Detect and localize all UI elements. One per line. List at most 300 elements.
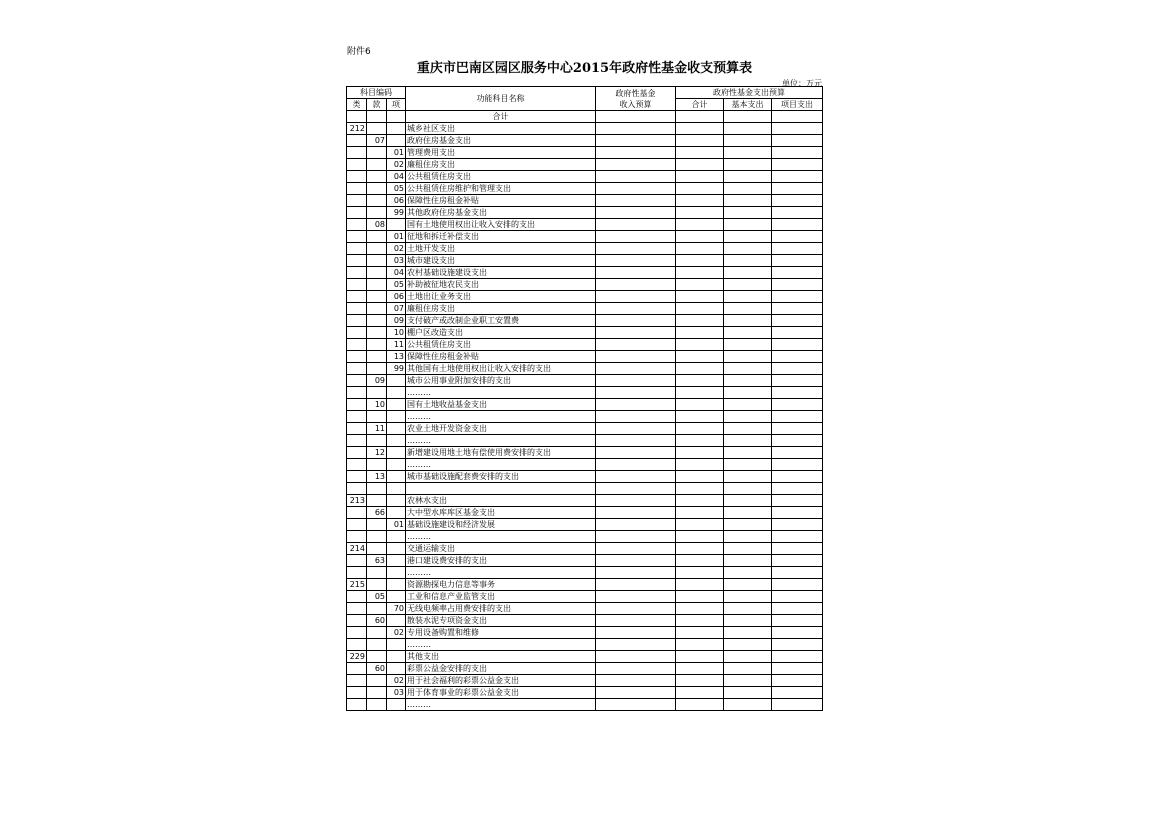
cell-expense-project	[772, 555, 823, 567]
table-row	[347, 675, 823, 687]
cell-item	[387, 123, 406, 135]
cell-section	[367, 651, 387, 663]
table-row	[347, 135, 823, 147]
cell-function-name: 交通运输支出	[406, 543, 596, 555]
table-row	[347, 687, 823, 699]
cell-category	[347, 387, 367, 399]
cell-item: 02	[387, 159, 406, 171]
cell-expense-total	[676, 279, 724, 291]
cell-item	[387, 495, 406, 507]
cell-section	[367, 531, 387, 543]
cell-expense-total	[676, 699, 724, 711]
header-income	[596, 87, 676, 111]
cell-item: 03	[387, 255, 406, 267]
cell-function-name: 土地出让业务支出	[406, 291, 596, 303]
cell-function-name: 资源勘探电力信息等事务	[406, 579, 596, 591]
cell-expense-total	[676, 411, 724, 423]
cell-function-name: 农林水支出	[406, 495, 596, 507]
cell-category	[347, 327, 367, 339]
cell-function-name: ………	[406, 699, 596, 711]
cell-function-name: 专用设备购置和维修	[406, 627, 596, 639]
cell-income	[596, 387, 676, 399]
cell-section	[367, 579, 387, 591]
cell-item	[387, 219, 406, 231]
cell-expense-total	[676, 231, 724, 243]
cell-expense-project	[772, 387, 823, 399]
cell-function-name	[406, 483, 596, 495]
cell-category	[347, 531, 367, 543]
cell-expense-basic	[724, 543, 772, 555]
cell-function-name: 政府住房基金支出	[406, 135, 596, 147]
cell-section	[367, 567, 387, 579]
cell-income	[596, 603, 676, 615]
cell-function-name: 城市建设支出	[406, 255, 596, 267]
cell-income	[596, 255, 676, 267]
cell-expense-total	[676, 351, 724, 363]
cell-expense-project	[772, 603, 823, 615]
cell-item	[387, 639, 406, 651]
cell-expense-project	[772, 159, 823, 171]
cell-category	[347, 243, 367, 255]
cell-category	[347, 411, 367, 423]
cell-expense-total	[676, 519, 724, 531]
table-body	[347, 111, 823, 711]
cell-expense-project	[772, 375, 823, 387]
cell-expense-total	[676, 135, 724, 147]
cell-item: 70	[387, 603, 406, 615]
cell-expense-project	[772, 531, 823, 543]
cell-function-name: 公共租赁住房维护和管理支出	[406, 183, 596, 195]
cell-expense-basic	[724, 231, 772, 243]
cell-function-name: 大中型水库库区基金支出	[406, 507, 596, 519]
cell-expense-total	[676, 111, 724, 123]
cell-section	[367, 183, 387, 195]
cell-expense-basic	[724, 159, 772, 171]
cell-expense-total	[676, 447, 724, 459]
cell-expense-project	[772, 543, 823, 555]
cell-expense-total	[676, 567, 724, 579]
cell-expense-total	[676, 267, 724, 279]
cell-section	[367, 147, 387, 159]
cell-category: 212	[347, 123, 367, 135]
cell-expense-basic	[724, 291, 772, 303]
cell-expense-project	[772, 495, 823, 507]
cell-expense-basic	[724, 639, 772, 651]
cell-function-name: ………	[406, 531, 596, 543]
cell-expense-project	[772, 267, 823, 279]
cell-expense-total	[676, 423, 724, 435]
cell-expense-project	[772, 147, 823, 159]
cell-section	[367, 303, 387, 315]
cell-expense-total	[676, 507, 724, 519]
cell-expense-project	[772, 315, 823, 327]
cell-section	[367, 483, 387, 495]
cell-section: 09	[367, 375, 387, 387]
cell-expense-project	[772, 699, 823, 711]
cell-item	[387, 567, 406, 579]
cell-section	[367, 639, 387, 651]
cell-function-name: 征地和拆迁补偿支出	[406, 231, 596, 243]
cell-income	[596, 447, 676, 459]
cell-category	[347, 627, 367, 639]
cell-expense-project	[772, 171, 823, 183]
cell-expense-project	[772, 435, 823, 447]
cell-expense-total	[676, 651, 724, 663]
cell-section	[367, 207, 387, 219]
cell-item	[387, 447, 406, 459]
cell-function-name: 农村基础设施建设支出	[406, 267, 596, 279]
table-row	[347, 291, 823, 303]
cell-category	[347, 591, 367, 603]
table-row	[347, 315, 823, 327]
cell-function-name: 其他国有土地使用权出让收入安排的支出	[406, 363, 596, 375]
cell-category	[347, 303, 367, 315]
header-income-line1: 政府性基金	[615, 88, 656, 98]
cell-category: 229	[347, 651, 367, 663]
cell-expense-basic	[724, 243, 772, 255]
cell-expense-basic	[724, 423, 772, 435]
cell-expense-total	[676, 303, 724, 315]
cell-income	[596, 507, 676, 519]
cell-category	[347, 231, 367, 243]
table-row	[347, 123, 823, 135]
cell-item: 05	[387, 183, 406, 195]
table-row	[347, 555, 823, 567]
cell-expense-basic	[724, 483, 772, 495]
cell-expense-total	[676, 627, 724, 639]
cell-expense-total	[676, 603, 724, 615]
cell-item: 06	[387, 195, 406, 207]
cell-expense-basic	[724, 615, 772, 627]
header-xiang: 项	[387, 99, 406, 111]
cell-category	[347, 267, 367, 279]
cell-expense-project	[772, 627, 823, 639]
cell-category	[347, 687, 367, 699]
table-row	[347, 255, 823, 267]
cell-function-name: 新增建设用地土地有偿使用费安排的支出	[406, 447, 596, 459]
cell-function-name: 其他政府住房基金支出	[406, 207, 596, 219]
cell-item: 07	[387, 303, 406, 315]
cell-section	[367, 699, 387, 711]
cell-expense-project	[772, 327, 823, 339]
cell-function-name: 其他支出	[406, 651, 596, 663]
cell-function-name: 管理费用支出	[406, 147, 596, 159]
cell-item	[387, 375, 406, 387]
cell-category	[347, 363, 367, 375]
table-row	[347, 591, 823, 603]
cell-category: 213	[347, 495, 367, 507]
cell-section	[367, 411, 387, 423]
table-row	[347, 339, 823, 351]
cell-function-name: 工业和信息产业监管支出	[406, 591, 596, 603]
table-row	[347, 147, 823, 159]
cell-expense-basic	[724, 627, 772, 639]
table-row	[347, 519, 823, 531]
table-row	[347, 483, 823, 495]
cell-function-name: 廉租住房支出	[406, 159, 596, 171]
cell-section	[367, 327, 387, 339]
cell-category	[347, 147, 367, 159]
cell-expense-project	[772, 615, 823, 627]
cell-section	[367, 315, 387, 327]
cell-income	[596, 591, 676, 603]
cell-function-name: ………	[406, 639, 596, 651]
cell-income	[596, 615, 676, 627]
cell-section	[367, 603, 387, 615]
cell-section	[367, 111, 387, 123]
cell-category	[347, 567, 367, 579]
header-total: 合计	[676, 99, 724, 111]
cell-expense-project	[772, 363, 823, 375]
cell-section	[367, 519, 387, 531]
cell-expense-project	[772, 195, 823, 207]
cell-expense-basic	[724, 219, 772, 231]
cell-expense-total	[676, 159, 724, 171]
table-row	[347, 183, 823, 195]
cell-expense-basic	[724, 147, 772, 159]
cell-income	[596, 471, 676, 483]
cell-function-name: 国有土地使用权出让收入安排的支出	[406, 219, 596, 231]
cell-income	[596, 579, 676, 591]
cell-item	[387, 543, 406, 555]
cell-item	[387, 387, 406, 399]
cell-category	[347, 471, 367, 483]
cell-income	[596, 411, 676, 423]
cell-category	[347, 639, 367, 651]
cell-function-name: ………	[406, 567, 596, 579]
cell-item	[387, 483, 406, 495]
cell-income	[596, 543, 676, 555]
cell-expense-project	[772, 111, 823, 123]
cell-income	[596, 555, 676, 567]
cell-section	[367, 627, 387, 639]
cell-income	[596, 699, 676, 711]
cell-function-name: 保障性住房租金补贴	[406, 195, 596, 207]
cell-income	[596, 171, 676, 183]
cell-function-name: ………	[406, 411, 596, 423]
cell-expense-project	[772, 339, 823, 351]
cell-item: 99	[387, 207, 406, 219]
cell-expense-basic	[724, 315, 772, 327]
cell-expense-total	[676, 195, 724, 207]
table-header	[347, 87, 823, 111]
cell-function-name: 用于体育事业的彩票公益金支出	[406, 687, 596, 699]
table-row	[347, 231, 823, 243]
cell-category	[347, 339, 367, 351]
cell-expense-total	[676, 639, 724, 651]
cell-income	[596, 399, 676, 411]
cell-income	[596, 123, 676, 135]
cell-item	[387, 435, 406, 447]
cell-section	[367, 159, 387, 171]
cell-expense-project	[772, 183, 823, 195]
cell-category	[347, 399, 367, 411]
table-row	[347, 579, 823, 591]
cell-category	[347, 603, 367, 615]
cell-category	[347, 279, 367, 291]
cell-category	[347, 435, 367, 447]
cell-income	[596, 483, 676, 495]
cell-section: 11	[367, 423, 387, 435]
table-row	[347, 567, 823, 579]
header-basic: 基本支出	[724, 99, 772, 111]
cell-category	[347, 447, 367, 459]
cell-expense-total	[676, 543, 724, 555]
cell-item	[387, 531, 406, 543]
cell-section: 10	[367, 399, 387, 411]
table-row	[347, 195, 823, 207]
cell-section	[367, 243, 387, 255]
cell-category	[347, 483, 367, 495]
cell-expense-project	[772, 675, 823, 687]
table-row	[347, 159, 823, 171]
cell-section	[367, 267, 387, 279]
cell-section: 08	[367, 219, 387, 231]
cell-category	[347, 663, 367, 675]
cell-income	[596, 459, 676, 471]
header-lei: 类	[347, 99, 367, 111]
cell-expense-basic	[724, 279, 772, 291]
cell-expense-total	[676, 375, 724, 387]
cell-function-name: 城市基础设施配套费安排的支出	[406, 471, 596, 483]
cell-income	[596, 339, 676, 351]
cell-section	[367, 339, 387, 351]
table-row	[347, 423, 823, 435]
table-row	[347, 507, 823, 519]
cell-section: 13	[367, 471, 387, 483]
cell-expense-project	[772, 351, 823, 363]
cell-section	[367, 255, 387, 267]
cell-expense-total	[676, 147, 724, 159]
cell-item	[387, 459, 406, 471]
cell-income	[596, 303, 676, 315]
cell-expense-project	[772, 519, 823, 531]
cell-section: 60	[367, 663, 387, 675]
cell-category	[347, 519, 367, 531]
cell-function-name: 散装水泥专项资金支出	[406, 615, 596, 627]
table-row	[347, 471, 823, 483]
table-row	[347, 219, 823, 231]
cell-function-name: 基础设施建设和经济发展	[406, 519, 596, 531]
cell-income	[596, 219, 676, 231]
cell-expense-basic	[724, 135, 772, 147]
cell-section	[367, 351, 387, 363]
table-row	[347, 627, 823, 639]
cell-income	[596, 651, 676, 663]
cell-income	[596, 363, 676, 375]
cell-item	[387, 651, 406, 663]
cell-expense-basic	[724, 435, 772, 447]
cell-function-name: 港口建设费安排的支出	[406, 555, 596, 567]
table-row	[347, 375, 823, 387]
header-income-line2: 收入预算	[619, 99, 652, 109]
cell-expense-total	[676, 579, 724, 591]
header-name: 功能科目名称	[406, 87, 596, 111]
cell-expense-basic	[724, 207, 772, 219]
cell-expense-total	[676, 219, 724, 231]
cell-expense-basic	[724, 183, 772, 195]
cell-expense-project	[772, 123, 823, 135]
cell-expense-basic	[724, 651, 772, 663]
table-row	[347, 351, 823, 363]
table-row	[347, 387, 823, 399]
cell-expense-basic	[724, 195, 772, 207]
cell-section	[367, 459, 387, 471]
cell-expense-basic	[724, 411, 772, 423]
cell-item	[387, 399, 406, 411]
cell-section	[367, 231, 387, 243]
attachment-label: 附件6	[347, 47, 371, 57]
cell-function-name: 公共租赁住房支出	[406, 171, 596, 183]
cell-expense-total	[676, 663, 724, 675]
cell-expense-project	[772, 507, 823, 519]
cell-expense-basic	[724, 495, 772, 507]
cell-expense-basic	[724, 699, 772, 711]
cell-expense-basic	[724, 339, 772, 351]
cell-expense-total	[676, 675, 724, 687]
cell-section	[367, 279, 387, 291]
cell-expense-project	[772, 567, 823, 579]
document-title: 重庆市巴南区园区服务中心2015年政府性基金收支预算表	[416, 61, 753, 76]
cell-section	[367, 387, 387, 399]
cell-item: 01	[387, 519, 406, 531]
cell-function-name: 无线电频率占用费安排的支出	[406, 603, 596, 615]
table-row	[347, 303, 823, 315]
cell-expense-basic	[724, 459, 772, 471]
cell-expense-total	[676, 339, 724, 351]
cell-income	[596, 243, 676, 255]
table-row	[347, 543, 823, 555]
cell-expense-project	[772, 639, 823, 651]
cell-function-name: 彩票公益金安排的支出	[406, 663, 596, 675]
cell-expense-project	[772, 591, 823, 603]
cell-expense-project	[772, 207, 823, 219]
cell-expense-basic	[724, 111, 772, 123]
cell-income	[596, 279, 676, 291]
cell-item: 02	[387, 243, 406, 255]
cell-expense-project	[772, 483, 823, 495]
cell-expense-project	[772, 243, 823, 255]
cell-function-name: 棚户区改造支出	[406, 327, 596, 339]
table-row	[347, 663, 823, 675]
cell-expense-basic	[724, 123, 772, 135]
table-row	[347, 267, 823, 279]
cell-expense-total	[676, 363, 724, 375]
cell-function-name: 土地开发支出	[406, 243, 596, 255]
cell-expense-total	[676, 591, 724, 603]
cell-item: 06	[387, 291, 406, 303]
table-row	[347, 435, 823, 447]
cell-item: 10	[387, 327, 406, 339]
cell-item	[387, 579, 406, 591]
cell-category	[347, 135, 367, 147]
table-row	[347, 327, 823, 339]
cell-expense-project	[772, 291, 823, 303]
cell-function-name: 城乡社区支出	[406, 123, 596, 135]
cell-item: 02	[387, 627, 406, 639]
cell-expense-basic	[724, 555, 772, 567]
cell-function-name: 合计	[406, 111, 596, 123]
cell-category	[347, 291, 367, 303]
cell-function-name: 公共租赁住房支出	[406, 339, 596, 351]
cell-expense-total	[676, 387, 724, 399]
table-row	[347, 447, 823, 459]
header-code: 科目编码	[347, 87, 406, 99]
cell-expense-basic	[724, 171, 772, 183]
cell-expense-basic	[724, 579, 772, 591]
cell-income	[596, 267, 676, 279]
cell-item	[387, 699, 406, 711]
